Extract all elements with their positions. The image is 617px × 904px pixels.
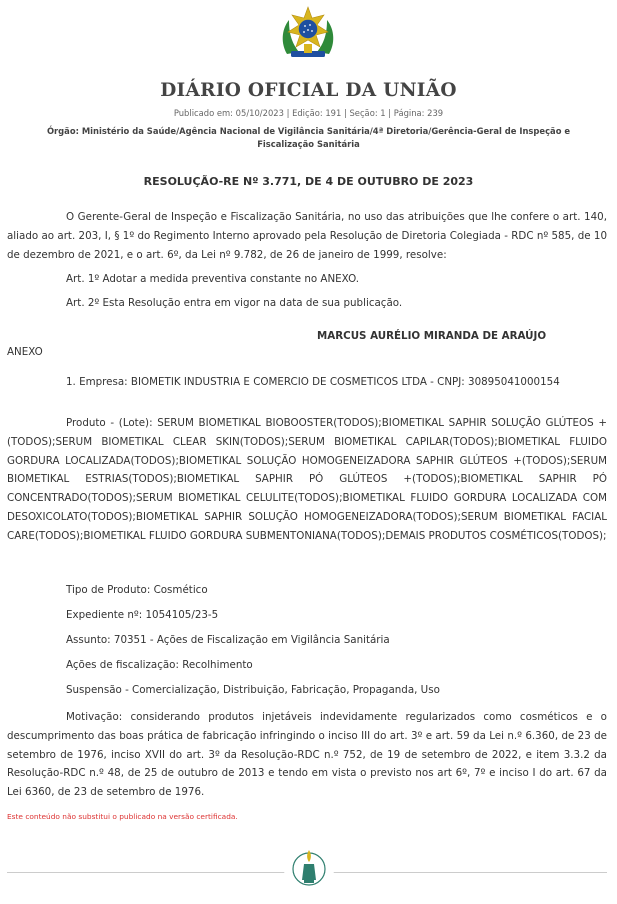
company-paragraph: 1. Empresa: BIOMETIK INDUSTRIA E COMERCIO DE COSMETICOS LTDA - CNPJ: 30895041000154 [66,376,560,388]
article-2: Art. 2º Esta Resolução entra em vigor na data de sua publicação. [66,297,403,309]
product-paragraph: Produto - (Lote): SERUM BIOMETIKAL BIOBOOSTER(TODOS);BIOMETIKAL SAPHIR SOLUÇÃO GLÚTEOS +(TODOS);SERUM BIOMETIKAL CLEAR SKIN(TODOS);SERUM BIOMETIKAL CAPILAR(TODOS);BIOMETIKAL FLUIDO GORDURA LOCALIZADA(TODOS);BIOMETIKAL SOLUÇÃO HOMOGENEIZADORA SAPHIR GLÚTEOS +(TODOS);SERUM BIOMETIKAL ESTRIAS(TODOS);BIOMETIKAL SAPHIR PÓ GLÚTEOS +(TODOS);BIOMETIKAL SAPHIR PÓ CONCENTRADO(TODOS);SERUM BIOMETIKAL CELULITE(TODOS);BIOMETIKAL FLUIDO GORDURA LOCALIZADA COM DESOXICOLATO(TODOS);BIOMETIKAL SAPHIR SOLUÇÃO HOMOGENEIZADORA(TODOS);SERUM BIOMETIKAL FACIAL CARE(TODOS);BIOMETIKAL FLUIDO GORDURA SUBMENTONIANA(TODOS);DEMAIS PRODUTOS COSMÉTICOS(TODOS); [7,417,607,542]
brazil-coat-of-arms-icon [277,4,339,66]
resolution-heading: RESOLUÇÃO-RE Nº 3.771, DE 4 DE OUTUBRO DE 2023 [143,175,474,188]
inspection-actions: Ações de fiscalização: Recolhimento [66,659,253,671]
organ-line: Órgão: Ministério da Saúde/Agência Nacional de Vigilância Sanitária/4ª Diretoria/Gerência-Geral de Inspeção e Fiscalização Sanitária [46,126,571,149]
imprensa-nacional-seal-icon [282,842,336,896]
preamble-paragraph: O Gerente-Geral de Inspeção e Fiscalização Sanitária, no uso das atribuições que lhe confere o art. 140, aliado ao art. 203, I, § 1º do Regimento Interno aprovado pela Resolução de Diretoria Colegiada - RDC nº 585, de 10 de dezembro de 2021, e o art. 6º, da Lei nº 9.782, de 26 de janeiro de 1999, resolve: [7,211,607,261]
product-type: Tipo de Produto: Cosmético [66,584,208,596]
publication-info: Publicado em: 05/10/2023 | Edição: 191 | Seção: 1 | Página: 239 [173,108,444,118]
disclaimer-text: Este conteúdo não substitui o publicado na versão certificada. [7,812,238,821]
page-title: DIÁRIO OFICIAL DA UNIÃO [160,80,457,101]
subject-line: Assunto: 70351 - Ações de Fiscalização em Vigilância Sanitária [66,634,390,646]
signatory-name: MARCUS AURÉLIO MIRANDA DE ARAÚJO [317,330,547,342]
motivation-paragraph: Motivação: considerando produtos injetáveis indevidamente regularizados como cosméticos e o descumprimento das boas prática de fabricação infringindo o inciso III do art. 3º e art. 59 da Lei n.º 6.360, de 23 de setembro de 1976, inciso XVII do art. 3º da Resolução-RDC n.º 752, de 19 de setembro de 2022, e item 3.3.2 da Resolução-RDC n.º 48, de 25 de outubro de 2013 e tendo em vista o previsto nos art 6º, 7º e inciso I do art. 67 da Lei 6360, de 23 de setembro de 1976. [7,711,607,799]
suspension-line: Suspensão - Comercialização, Distribuição, Fabricação, Propaganda, Uso [66,684,440,696]
article-1: Art. 1º Adotar a medida preventiva constante no ANEXO. [66,273,360,285]
expedient-number: Expediente nº: 1054105/23-5 [66,609,219,621]
annex-label: ANEXO [7,346,43,358]
